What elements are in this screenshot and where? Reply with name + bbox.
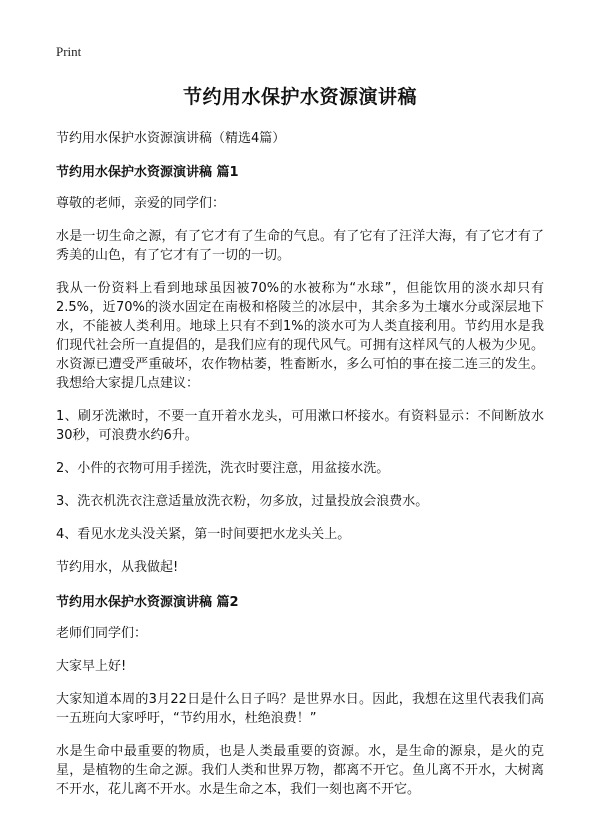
document-title: 节约用水保护水资源演讲稿: [182, 86, 417, 108]
paragraph: 水是生命中最重要的物质，也是人类最重要的资源。水，是生命的源泉，是火的克星，是植物的生命之源。我们人类和世界万物，都离不开它。鱼儿离不开水，大树离不开水，花儿离不开水。水是生命之本，我们一刻也离不开它。: [56, 744, 544, 797]
paragraph: 尊敬的老师，亲爱的同学们：: [56, 196, 226, 211]
document-subtitle: 节约用水保护水资源演讲稿（精选4篇）: [56, 131, 286, 146]
paragraph: 3、洗衣机洗衣注意适量放洗衣粉，勿多放，过量投放会浪费水。: [56, 494, 429, 509]
paragraph: 大家早上好!: [56, 659, 127, 674]
paragraph: 节约用水，从我做起!: [56, 560, 179, 575]
paragraph: 老师们同学们：: [56, 626, 148, 641]
section-heading: 节约用水保护水资源演讲稿 篇2: [56, 595, 239, 610]
paragraph: 2、小件的衣物可用手搓洗，洗衣时要注意，用盆接水洗。: [56, 461, 390, 476]
paragraph: 4、看见水龙头没关紧，第一时间要把水龙头关上。: [56, 527, 351, 542]
paragraph: 1、刷牙洗漱时，不要一直开着水龙头，可用漱口杯接水。有资料显示：不间断放水30秒，可浪费水约6升。: [56, 409, 544, 443]
section-2: [56, 591, 544, 799]
paragraph: 我从一份资料上看到地球虽因被70%的水被称为“水球”，但能饮用的淡水却只有2.5%，近70%的淡水固定在南极和格陵兰的冰层中，其余多为土壤水分或深层地下水，不能被人类利用。地球上只有不到1%的淡水可为人类直接利用。节约用水是我们现代社会所一直提倡的，是我们应有的现代风气。可拥有这样风气的人极为少见。水资源已遭受严重破坏，农作物枯萎，牲畜断水，多么可怕的事在接二连三的发生。我想给大家提几点建议：: [56, 281, 544, 391]
section-heading: 节约用水保护水资源演讲稿 篇1: [56, 165, 239, 180]
paragraph: 水是一切生命之源，有了它才有了生命的气息。有了它有了汪洋大海，有了它才有了秀美的山色，有了它才有了一切的一切。: [56, 229, 544, 263]
print-label[interactable]: Print: [56, 44, 82, 59]
paragraph: 大家知道本周的3月22日是什么日子吗？是世界水日。因此，我想在这里代表我们高一五班向大家呼吁，“节约用水，杜绝浪费！”: [56, 692, 544, 726]
section-1: [56, 161, 544, 577]
